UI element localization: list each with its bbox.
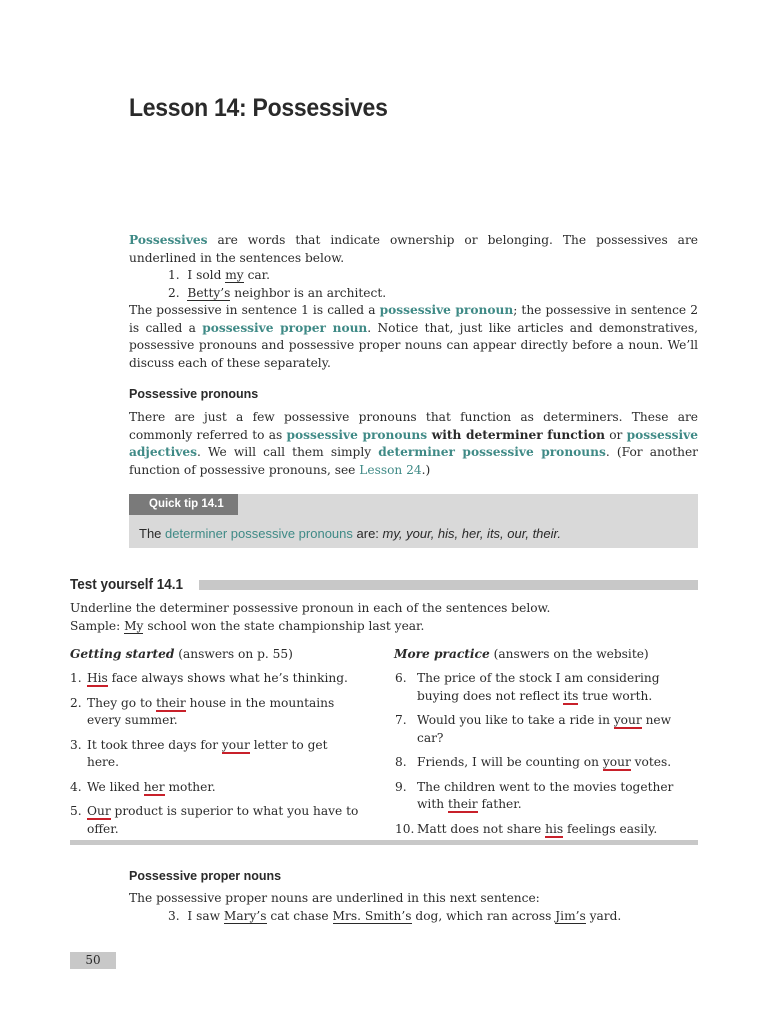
answer-underline: her xyxy=(143,779,165,794)
list-item: 5. Our product is superior to what you have to offer. xyxy=(70,804,359,836)
page-title: Lesson 14: Possessives xyxy=(129,94,388,122)
intro-paragraph-2: The possessive in sentence 1 is called a possessive pronoun; the possessive in sentence 2 is called a possessive proper noun. Notice that, just like articles and demonstratives, possessive pronouns and possessive proper nouns can appear directly before a noun. We’ll discuss each of these separately. xyxy=(129,303,699,370)
answer-underline: your xyxy=(613,713,642,727)
intro-paragraph: Possessives are words that indicate ownership or belonging. The possessives are underlined in the sentences below. xyxy=(129,233,698,265)
section1-paragraph: There are just a few possessive pronouns that function as determiners. These are commonly referred to as possessive pronouns with determiner function or possessive adjectives. We will call them simply determiner possessive pronouns. (For another function of possessive pronouns, see Lesson 24.) xyxy=(129,410,698,477)
quick-tip-text: The determiner possessive pronouns are: my, your, his, her, its, our, their. xyxy=(139,526,561,541)
quick-tip-label: Quick tip 14.1 xyxy=(129,494,238,515)
list-item: 7. Would you like to take a ride in your new car? xyxy=(395,713,672,745)
answer-underline: its xyxy=(563,688,579,703)
list-item: 6. The price of the stock I am considering buying does not reflect its true worth. xyxy=(395,671,660,703)
right-exercise-list xyxy=(395,670,699,838)
list-item: 4. We liked her mother. xyxy=(70,779,216,794)
underlined-word: my xyxy=(225,268,244,282)
underlined-word: Betty’s xyxy=(187,285,231,300)
answer-underline: their xyxy=(156,695,186,710)
left-column-heading: Getting started (answers on p. 55) xyxy=(70,647,293,661)
left-exercise-list xyxy=(70,670,360,838)
list-item: 3. It took three days for your letter to get here. xyxy=(70,737,328,769)
list-item: 9. The children went to the movies together with their father. xyxy=(395,779,674,811)
answer-underline: his xyxy=(545,821,564,836)
list-item: 2. They go to their house in the mountains every summer. xyxy=(70,695,335,727)
list-item: 10. Matt does not share his feelings easily. xyxy=(395,821,658,836)
answer-underline: their xyxy=(447,797,478,811)
test-yourself-heading: Test yourself 14.1 xyxy=(70,576,184,593)
section-heading-possessive-pronouns: Possessive pronouns xyxy=(129,387,259,401)
answer-underline: your xyxy=(221,737,250,752)
example-1: 1. I sold my car. xyxy=(168,268,271,282)
section2-text: The possessive proper nouns are underlined in this next sentence: xyxy=(129,891,540,905)
right-column-heading: More practice (answers on the website) xyxy=(394,647,649,661)
term-possessives: Possessives xyxy=(129,233,208,247)
lesson-24-link[interactable]: Lesson 24 xyxy=(359,462,422,477)
list-item: 8. Friends, I will be counting on your votes. xyxy=(395,755,672,769)
section-heading-possessive-proper-nouns: Possessive proper nouns xyxy=(129,869,282,883)
example-2: 2. Betty’s neighbor is an architect. xyxy=(168,285,387,300)
sample-underline: My xyxy=(124,618,144,633)
page-number: 50 xyxy=(70,952,116,969)
list-item: 1. His face always shows what he’s thinking. xyxy=(70,671,348,685)
section2-example: 3. I saw Mary’s cat chase Mrs. Smith’s dog, which ran across Jim’s yard. xyxy=(168,909,622,923)
answer-underline: His xyxy=(87,671,108,685)
test-heading-bar xyxy=(199,580,698,590)
answer-underline: Our xyxy=(87,804,111,818)
answer-underline: your xyxy=(602,755,631,769)
test-instructions: Underline the determiner possessive pronoun in each of the sentences below. Sample: My school won the state championship last year. xyxy=(70,601,551,633)
section-divider xyxy=(70,840,698,845)
intro-examples xyxy=(168,267,668,302)
